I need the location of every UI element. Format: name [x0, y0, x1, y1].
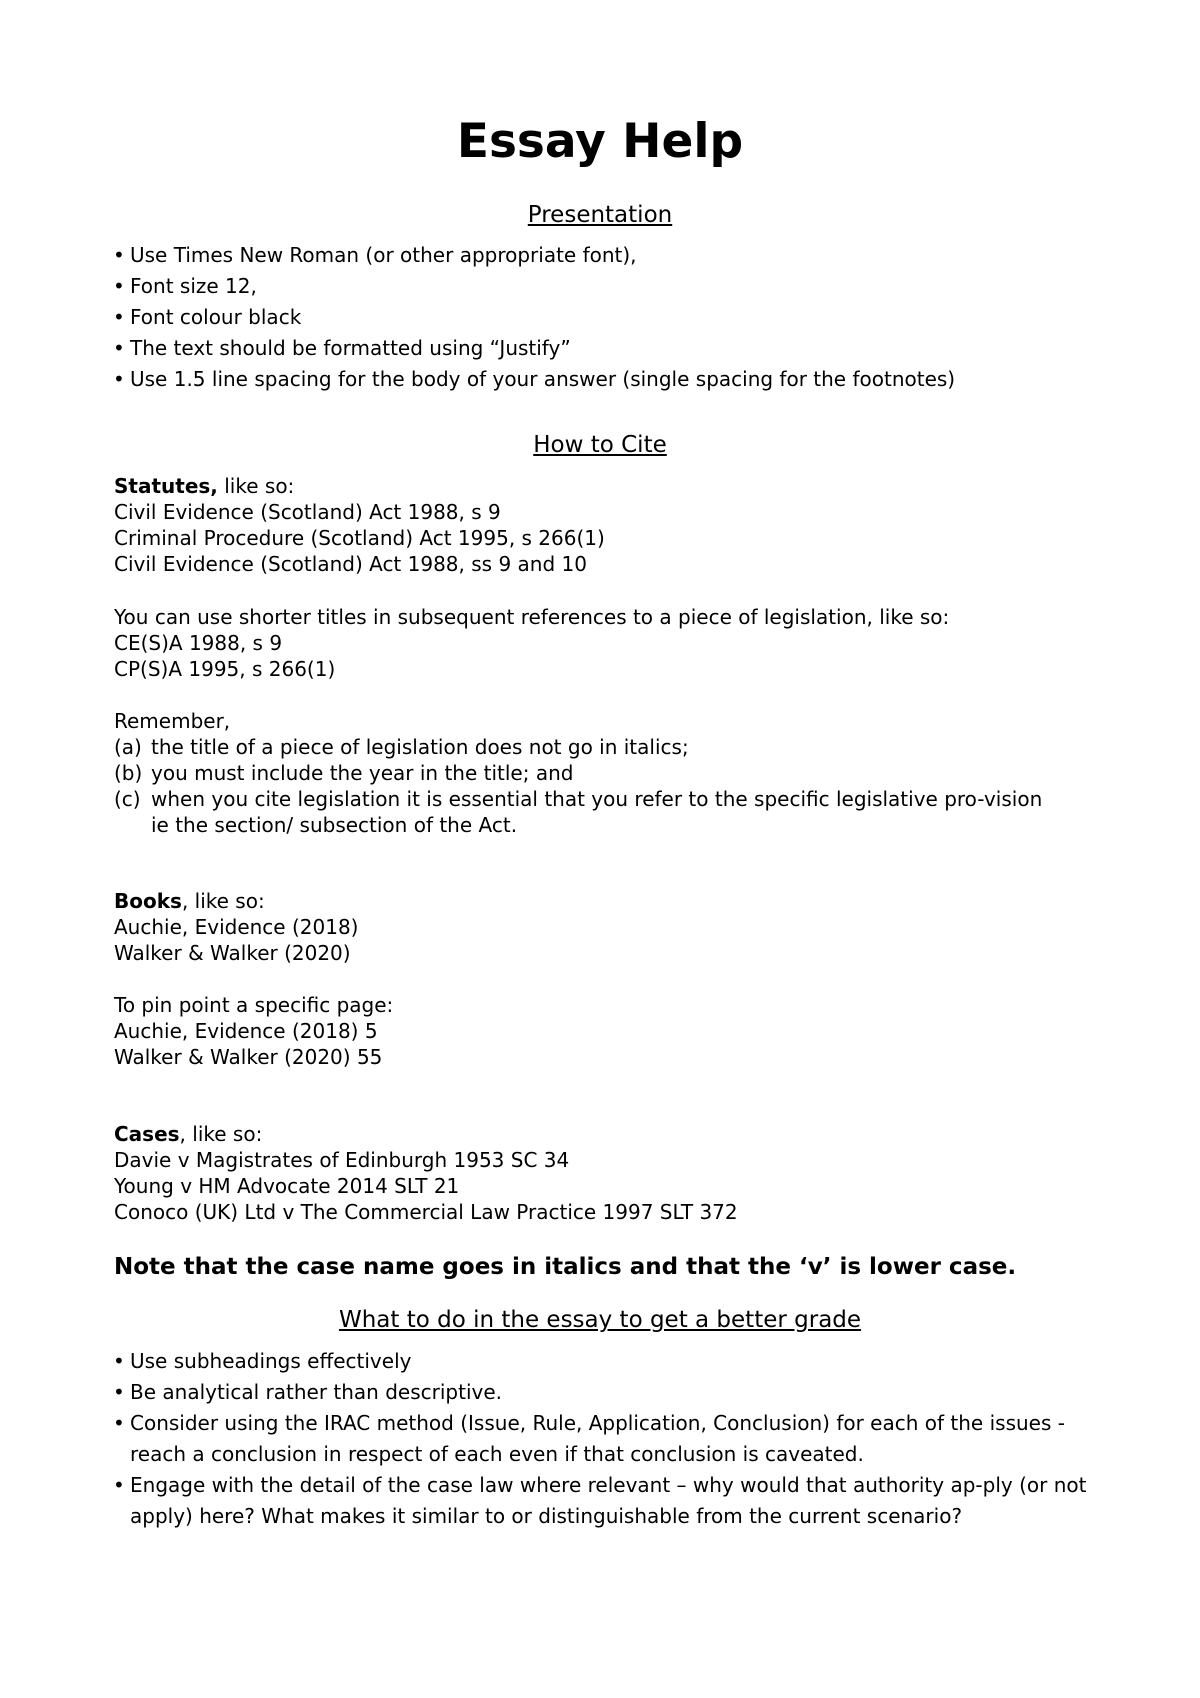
books-suffix: , like so: [181, 889, 265, 913]
statute-example: Criminal Procedure (Scotland) Act 1995, s 266(1) [114, 526, 605, 550]
list-item: • Use subheadings effectively [113, 1346, 1088, 1377]
case-italics-note: Note that the case name goes in italics and that the ‘v’ is lower case. [114, 1254, 1017, 1280]
short-titles-intro: You can use shorter titles in subsequent references to a piece of legislation, like so: [114, 605, 950, 629]
short-title-example: CE(S)A 1988, s 9 [114, 631, 283, 655]
short-titles-section [114, 604, 1094, 682]
statute-example: Civil Evidence (Scotland) Act 1988, s 9 [114, 500, 501, 524]
statutes-section [114, 473, 1094, 577]
better-grade-list [113, 1346, 1088, 1532]
cases-suffix: , like so: [179, 1122, 263, 1146]
case-example: Young v HM Advocate 2014 SLT 21 [114, 1174, 460, 1198]
rule-marker: (b) [114, 761, 143, 785]
list-item: • Consider using the IRAC method (Issue, Rule, Application, Conclusion) for each of the issues - reach a conclusion in respect of each even if that conclusion is caveated. [113, 1408, 1088, 1470]
rule-item [114, 760, 1094, 786]
rule-marker: (a) [114, 735, 142, 759]
rule-marker: (c) [114, 787, 141, 811]
statute-example: Civil Evidence (Scotland) Act 1988, ss 9 and 10 [114, 552, 587, 576]
rule-text: when you cite legislation it is essential that you refer to the specific legislative pro-vision ie the section/ subsection of the Act. [151, 787, 1043, 837]
remember-label: Remember, [114, 709, 231, 733]
presentation-heading: Presentation [527, 202, 673, 228]
pinpoint-example: Auchie, Evidence (2018) 5 [114, 1019, 378, 1043]
rules-list [114, 734, 1094, 838]
statutes-label: Statutes, [114, 474, 218, 498]
list-item: • Use Times New Roman (or other appropriate font), [113, 240, 1093, 271]
rule-text: you must include the year in the title; and [151, 761, 574, 785]
statutes-suffix: like so: [217, 474, 295, 498]
pinpoint-intro: To pin point a specific page: [114, 993, 394, 1017]
book-example: Auchie, Evidence (2018) [114, 915, 359, 939]
books-section [114, 888, 1094, 966]
list-item: • Font colour black [113, 302, 1093, 333]
book-example: Walker & Walker (2020) [114, 941, 351, 965]
remember-section [114, 708, 1094, 838]
cases-label: Cases [114, 1122, 180, 1146]
books-label: Books [114, 889, 182, 913]
case-example: Davie v Magistrates of Edinburgh 1953 SC 34 [114, 1148, 570, 1172]
list-item: • Engage with the detail of the case law where relevant – why would that authority ap-ply (or not apply) here? What makes it similar to or distinguishable from the current scenario? [113, 1470, 1088, 1532]
cases-section [114, 1121, 1094, 1225]
pinpoint-example: Walker & Walker (2020) 55 [114, 1045, 383, 1069]
list-item: • Font size 12, [113, 271, 1093, 302]
rule-item [114, 786, 1094, 838]
short-title-example: CP(S)A 1995, s 266(1) [114, 657, 336, 681]
rule-item [114, 734, 1094, 760]
page-title: Essay Help [456, 114, 744, 169]
presentation-list [113, 240, 1093, 395]
how-to-cite-heading: How to Cite [533, 432, 667, 458]
list-item: • The text should be formatted using “Justify” [113, 333, 1093, 364]
better-grade-heading: What to do in the essay to get a better grade [338, 1307, 862, 1333]
list-item: • Use 1.5 line spacing for the body of your answer (single spacing for the footnotes) [113, 364, 1093, 395]
case-example: Conoco (UK) Ltd v The Commercial Law Practice 1997 SLT 372 [114, 1200, 738, 1224]
list-item: • Be analytical rather than descriptive. [113, 1377, 1088, 1408]
rule-text: the title of a piece of legislation does not go in italics; [151, 735, 689, 759]
pinpoint-section [114, 992, 1094, 1070]
